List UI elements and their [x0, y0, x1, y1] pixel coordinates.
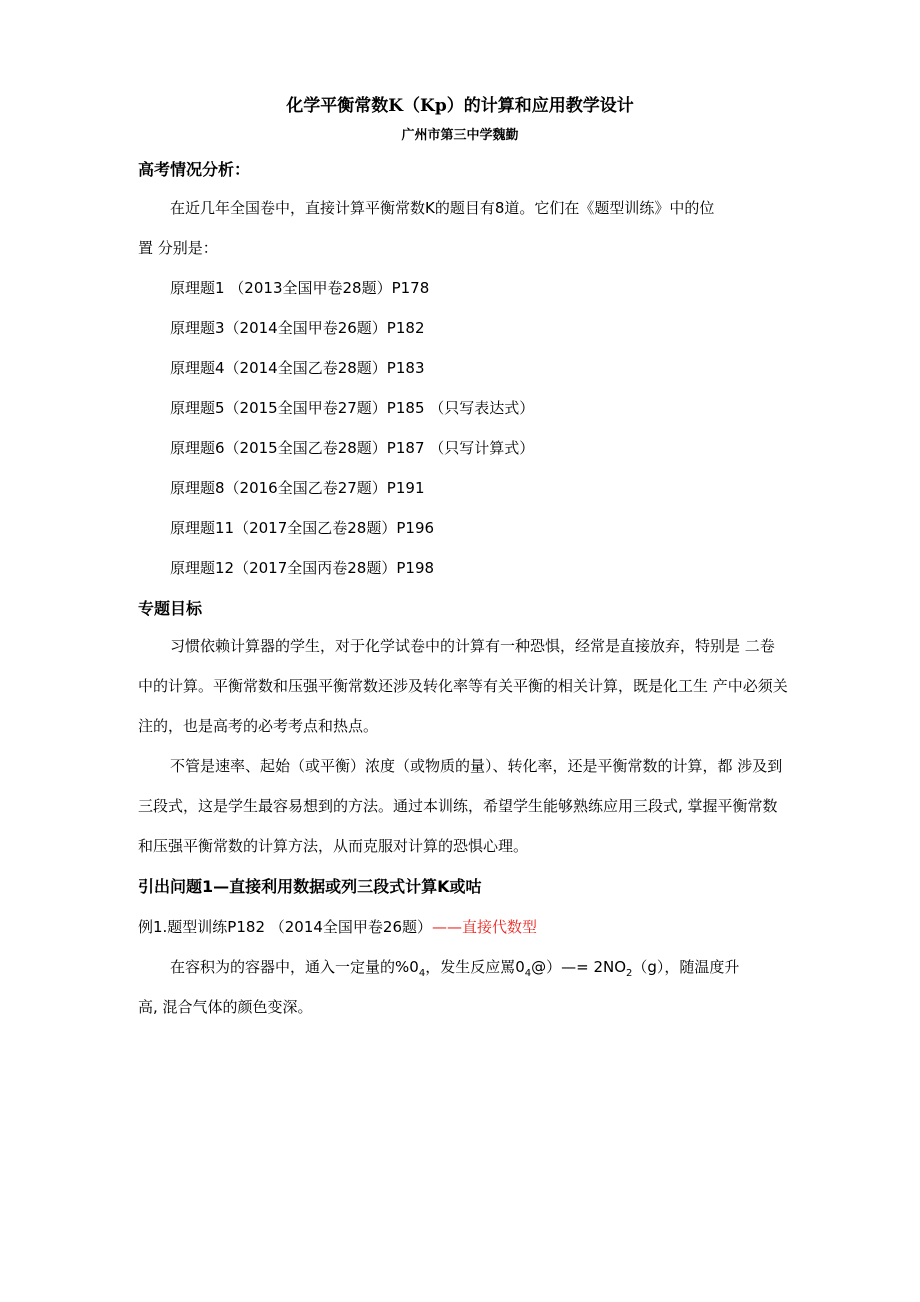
document-title: 化学平衡常数K（Kp）的计算和应用教学设计 [286, 96, 634, 116]
list-item: 原理题3（2014全国甲卷26题）P182 [170, 319, 425, 337]
example-label: 例1.题型训练P182 （2014全国甲卷26题） [138, 918, 433, 936]
list-item: 原理题11（2017全国乙卷28题）P196 [170, 519, 435, 537]
section-heading-question-1: 引出问题1—直接利用数据或列三段式计算K或咕 [138, 877, 482, 896]
list-item: 原理题1 （2013全国甲卷28题）P178 [170, 279, 430, 297]
intro-paragraph-line-2: 置 分别是： [138, 239, 218, 257]
subscript: 2 [626, 968, 633, 979]
example-body-line-2: 高, 混合气体的颜色变深。 [138, 998, 313, 1016]
list-item: 原理题6（2015全国乙卷28题）P187 （只写计算式） [170, 439, 535, 457]
subscript: 4 [418, 968, 426, 979]
list-item: 原理题4（2014全国乙卷28题）P183 [170, 359, 425, 377]
example-heading [138, 916, 537, 938]
list-item: 原理题8（2016全国乙卷27题）P191 [170, 479, 425, 497]
section-heading-goals: 专题目标 [138, 599, 203, 618]
example-type-tag: ——直接代数型 [432, 918, 538, 936]
list-item: 原理题5（2015全国甲卷27题）P185 （只写表达式） [170, 399, 535, 417]
example-body-text: （g），随温度升 [632, 958, 740, 976]
example-body-text: @）—= 2NO [531, 958, 627, 976]
section-heading-exam-analysis: 高考情况分析： [138, 160, 251, 179]
goals-paragraph-2: 不管是速率、起始（或平衡）浓度（或物质的量）、转化率，还是平衡常数的计算，都 涉及到三段式，这是学生最容易想到的方法。通过本训练，希望学生能够熟练应用三段式, 掌握平衡常数和压强平衡常数的计算方法，从而克服对计算的恐惧心理。 [138, 757, 783, 855]
subscript: 4 [524, 968, 532, 979]
example-body-line-1 [170, 956, 739, 978]
example-body-text: ，发生反应罵0 [425, 958, 525, 976]
intro-paragraph-line-1: 在近几年全国卷中，直接计算平衡常数K的题目有8道。它们在《题型训练》中的位 [170, 199, 715, 217]
document-author: 广州市第三中学魏勤 [401, 128, 519, 143]
list-item: 原理题12（2017全国丙卷28题）P198 [170, 559, 435, 577]
example-body-text: 在容积为的容器中，通入一定量的%0 [170, 958, 419, 976]
goals-paragraph-1: 习惯依赖计算器的学生，对于化学试卷中的计算有一种恐惧，经常是直接放弃，特别是 二卷中的计算。平衡常数和压强平衡常数还涉及转化率等有关平衡的相关计算，既是化工生 产中必须关注的，也是高考的必考考点和热点。 [138, 637, 788, 735]
